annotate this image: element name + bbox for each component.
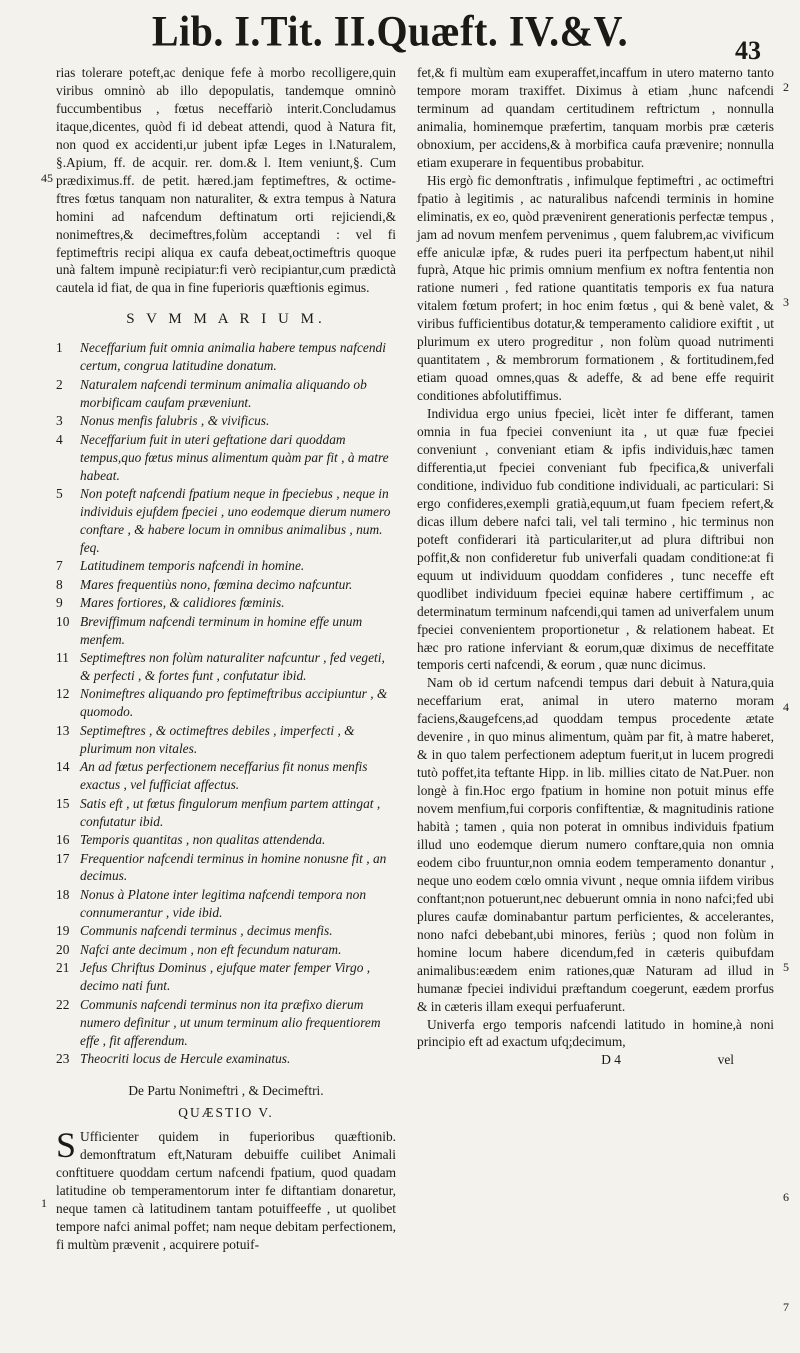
page-number: 43 (735, 36, 761, 65)
right-paragraph-1: fet,& fi multùm eam exuperaffet,incaffum in utero materno tanto tempore moram traxiffet. Diximus à etiam ,hunc nafcendi terminum ad quandam certitudinem reftrictum , nonnulla animalia, hominemque præfertim, tanquam morbis præ cæteris obnoxium, per accidens,& à morbifica caufa prævenire; nonnulla etiam exuperare in fequentibus probabitur. (417, 65, 774, 170)
margin-number-45: 45 (41, 171, 53, 185)
summarium-item (56, 722, 396, 758)
summarium-item-number: 23 (56, 1051, 70, 1067)
signature-line (417, 1051, 774, 1069)
summarium-heading: S V M M A R I U M. (126, 311, 326, 328)
summarium-item (56, 941, 396, 959)
summarium-item (56, 576, 396, 594)
signature-mark: D 4 (601, 1052, 621, 1068)
summarium-item-text: Communis nafcendi terminus non ita præfixo dierum numero definitur , ut unum terminum alio frequentiorem effe , fit afferendum. (80, 996, 381, 1048)
summarium-item-text: Communis nafcendi terminus , decimus menfis. (80, 923, 333, 939)
summarium-item (56, 485, 396, 557)
right-column (417, 64, 774, 1069)
summarium-item-text: Nafci ante decimum , non eft fecundum naturam. (80, 941, 342, 957)
summarium-item-number: 16 (56, 832, 70, 848)
summarium-item-text: Neceffarium fuit in uteri geftatione dari quoddam tempus,quo fœtus minus alimentum quàm par fit , à matre habeat. (80, 431, 389, 483)
summarium-item-number: 8 (56, 576, 63, 592)
intro-paragraph: rias tolerare poteft,ac denique fefe à morbo recolligere,quin viribus omninò ab illo depopulatis, tandemque omninò fuccumbentibus , fœtus neceffariò interit.Concludamus itaque,dicentes, quòd fi id debeat attendi, quod à Natura fit, non quod ex accidenti,ur jubent ipfæ Leges in l.Naturalem, §.Apium, ff. de acquir. rer. dom.& l. Item veniunt,§. Cum prædiximus.ff. de petit. hæred.jam feptimeftres, & octime- ftres fœtus tanquam non naturaliter, & extra tempus à Natura homini ad nafcendum deftinatum orti rejiciendi,& nonimeftres,& decimeftres,folùm acceptandi : vel fi feptimeftris recipi aliqua ex caufa debeat,octimeftris quoque unà faltem impunè recipiatur:fi verò recipiantur,cum prædictà cautela id fiat, de qua in fine fuperioris quæftionis egimus. (56, 65, 396, 296)
summarium-item-text: Latitudinem temporis nafcendi in homine. (80, 558, 305, 574)
summarium-item (56, 886, 396, 922)
summarium-item (56, 412, 396, 430)
right-paragraph-3: Individua ergo unius fpeciei, licèt inter fe differant, tamen omnia in fua fpeciei conveniunt ita , ut quæ fuæ fpeciei conveniunt , conveniant etiam & ipfis individuis,hæc tamen differentia,ut fpeciei conveniant fub fpecifica,& univerfali conditione, individuo fub conditione individuali, ac particulari: Si ergo confideres,exempli gratià,equum,ut fuam fpeciem refert,& dicas illum debere nafci tali, vel tali termino , hic terminus non poteft confiderari ità particulariter,ut ad plura diftribui non poffit,& non confideretur fub univerfali quadam conditione:at fi equum ut individuum quoddam confideres , tunc neceffe eft quodlibet individuum fpeciei equinæ habere certiffimum , ac determinatum terminum nafcendi,qui tamen ad univerfalem unum fpeciei convenientem proportionetur , & relationem habeat. Et hæc pro ratione inferviant & eorum,quæ diximus de neceffitate temporis certi nafcendi, & eorum , quæ nunc dicimus. (417, 406, 774, 673)
quaestio-v-text: Ufficienter quidem in fuperioribus quæftionib. demonftratum eft,Naturam debuiffe cuilibet Animali conftituere quoddam certum nafcendi fpatium, quod quadam latitudine ob temperamentorum inter fe diftantiam donaretur, neque tamen cà latitudinem tantam potuiffeeffe , ut quolibet tempore nafci animal poffet; nam neque debitam perfectionem, fi multùm prævenit , acquirere potuif- (56, 1128, 396, 1252)
margin-number-4: 4 (783, 700, 789, 714)
summarium-item-number: 4 (56, 431, 63, 447)
summarium-item (56, 649, 396, 685)
summarium-item (56, 1050, 396, 1068)
quaestio-v-paragraph (56, 1124, 396, 1254)
summarium-item (56, 959, 396, 995)
summarium-item-text: Nonimeftres aliquando pro feptimeftribus accipiuntur , & quomodo. (80, 686, 388, 720)
summarium-item-number: 9 (56, 595, 63, 611)
summarium-item (56, 996, 396, 1050)
left-column (56, 64, 396, 1254)
quaestio-heading: QUÆSTIO V. (178, 1104, 274, 1120)
summarium-item-text: Mares frequentiùs nono, fœmina decimo nafcuntur. (80, 576, 353, 592)
summarium-item (56, 758, 396, 794)
right-paragraph-2: His ergò fic demonftratis , infimulque feptimeftri , ac octimeftri fpatio à legitimis , ac naturalibus nafcendi terminis in homine eliminatis, ex eo, quòd prævenirent generationis perfectæ tempus , jam ad novum menfem pervenimus , quem falubrem,ac vivificum effe aniculæ ipfæ, & rudes pueri ita perfpectum habent,ut nihil fuprà, Atque hic primis omnium menfium ex noftra fententia non ratione numeri , fed ratione quantitatis temporis ex fua natura vitalem fœtum profert; in hoc enim fœtus , qui & benè valet, & viribus fufficientibus dotatur,& temperamento calidiore exiftit , ut plurimum ex utero progreditur , non folùm quoad nutrimenti quantitatem , & membrorum formationem , & fortitudinem,fed etiam quoad omnes,quas & adeffe, & ad bene effe requirit conditiones abfolutiffimus. (417, 172, 774, 404)
summarium-item-number: 2 (56, 376, 63, 392)
summarium-item-number: 21 (56, 960, 70, 976)
margin-number-1: 1 (41, 1196, 47, 1210)
summarium-item-number: 18 (56, 886, 70, 902)
section-heading: De Partu Nonimeftri , & Decimeftri. (128, 1082, 324, 1098)
margin-number-3: 3 (783, 295, 789, 309)
summarium-item-text: Nonus à Platone inter legitima nafcendi tempora non connumerantur , vide ibid. (80, 886, 367, 920)
summarium-item-text: Mares fortiores, & calidiores fœminis. (80, 595, 285, 611)
summarium-item-number: 19 (56, 923, 70, 939)
margin-number-6: 6 (783, 1190, 789, 1204)
summarium-item-text: Nonus menfis falubris , & vivificus. (80, 413, 270, 429)
margin-number-5: 5 (783, 960, 789, 974)
summarium-item-number: 15 (56, 795, 70, 811)
summarium-item (56, 431, 396, 485)
summarium-item-number: 1 (56, 340, 63, 356)
margin-number-7: 7 (783, 1300, 789, 1314)
summarium-item-text: Theocriti locus de Hercule examinatus. (80, 1051, 291, 1067)
summarium-item (56, 339, 396, 375)
summarium-item (56, 795, 396, 831)
summarium-item (56, 922, 396, 940)
summarium-item-number: 3 (56, 413, 63, 429)
summarium-item (56, 831, 396, 849)
right-paragraph-5: Univerfa ergo temporis nafcendi latitudo in homine,à noni principio eft ad exactum ufq;decimum, (417, 1016, 774, 1050)
summarium-item-text: Temporis quantitas , non qualitas attendenda. (80, 832, 326, 848)
summarium-item (56, 613, 396, 649)
summarium-item-text: Satis eft , ut fœtus fingulorum menfium partem attingat , confutatur ibid. (80, 795, 381, 829)
summarium-item-number: 22 (56, 996, 70, 1012)
summarium-item (56, 850, 396, 886)
summarium-item-number: 13 (56, 722, 70, 738)
summarium-item-text: Septimeftres , & octimeftres debiles , imperfecti , & plurimum non vitales. (80, 722, 355, 756)
summarium-item-text: Frequentior nafcendi terminus in homine nonusne fit , an decimus. (80, 850, 387, 884)
summarium-item (56, 594, 396, 612)
summarium-item-text: Naturalem nafcendi terminum animalia aliquando ob morbificam caufam præveniunt. (80, 376, 367, 410)
summarium-item (56, 376, 396, 412)
summarium-item-number: 7 (56, 558, 63, 574)
summarium-item (56, 685, 396, 721)
summarium-item-text: Septimeftres non folùm naturaliter nafcuntur , fed vegeti, & perfecti , & fortes funt , confutatur ibid. (80, 650, 385, 683)
summarium-item-number: 20 (56, 941, 70, 957)
summarium-item-text: Jefus Chriftus Dominus , ejufque mater femper Virgo , decimo nati funt. (80, 960, 371, 994)
right-paragraph-4: Nam ob id certum nafcendi tempus dari debuit à Natura,quia neceffarium erat, animal in utero materno moram faciens,&augefcens,ad quoddam tempus procedente ætate devenire , in quo minus alimentum, quàm par fit, à matre haberet, & in quo talem perfectionem adeptum fuerit,ut in lucem progredi tutò poffet,ita teftante Hipp. in lib. millies citato de Nat.Puer. non longè à fin.Hoc ergo fpatium in homine non potuit minus effe novem menfium,fui corporis confiftentiæ, & magnitudinis ratione habità ; tamen , quia non poterat in omnibus individuis fpatium illud uno eodemque dierum numero conftare,quia non omnia eodem cibo fruuntur,non omnia eodem temperamento donantur , neque uno eodem cœlo omnia vivunt , neque omnia iifdem viribus conftant;non potuerunt,nec debuerunt omnia in nono nafci;fed ubi plures caufæ dominabantur partum perficientes, & accelerantes, nono nafci debebant,ubi minores, feriùs ; quod non folùm in homine locum habere dicendum,fed in cæteris quibufdam animalibus:eædem enim rationes,quæ Naturam ad illud in humanæ fpeciei individui præftandum coegerunt, eædem prorfus & in cæteris illam exequi perfuaferunt. (417, 675, 774, 1014)
summarium-item-text: Breviffimum nafcendi terminum in homine effe unum menfem. (80, 613, 363, 647)
summarium-item-number: 17 (56, 850, 70, 866)
running-title: Lib. I.Tit. II.Quæft. IV.&V. (151, 6, 629, 56)
drop-cap: S (56, 1124, 77, 1165)
summarium-item (56, 557, 396, 575)
summarium-item-number: 10 (56, 613, 70, 629)
summarium-item-text: Neceffarium fuit omnia animalia habere tempus nafcendi certum, congrua latitudine donatum. (80, 340, 386, 374)
margin-number-2: 2 (783, 80, 789, 94)
catchword: vel (717, 1052, 734, 1068)
summarium-list (56, 339, 396, 1068)
summarium-item-text: An ad fœtus perfectionem neceffarius fit nonus menfis exactus , vel fufficiat affectus. (80, 759, 368, 793)
summarium-item-number: 12 (56, 686, 70, 702)
summarium-item-number: 5 (56, 485, 63, 501)
summarium-item-number: 14 (56, 759, 70, 775)
summarium-item-number: 11 (56, 650, 69, 666)
summarium-item-text: Non poteft nafcendi fpatium neque in fpeciebus , neque in individuis ejufdem fpeciei , uno eodemque dierum numero conftare , & habere locum in omnibus animalibus , num. feq. (80, 485, 391, 555)
